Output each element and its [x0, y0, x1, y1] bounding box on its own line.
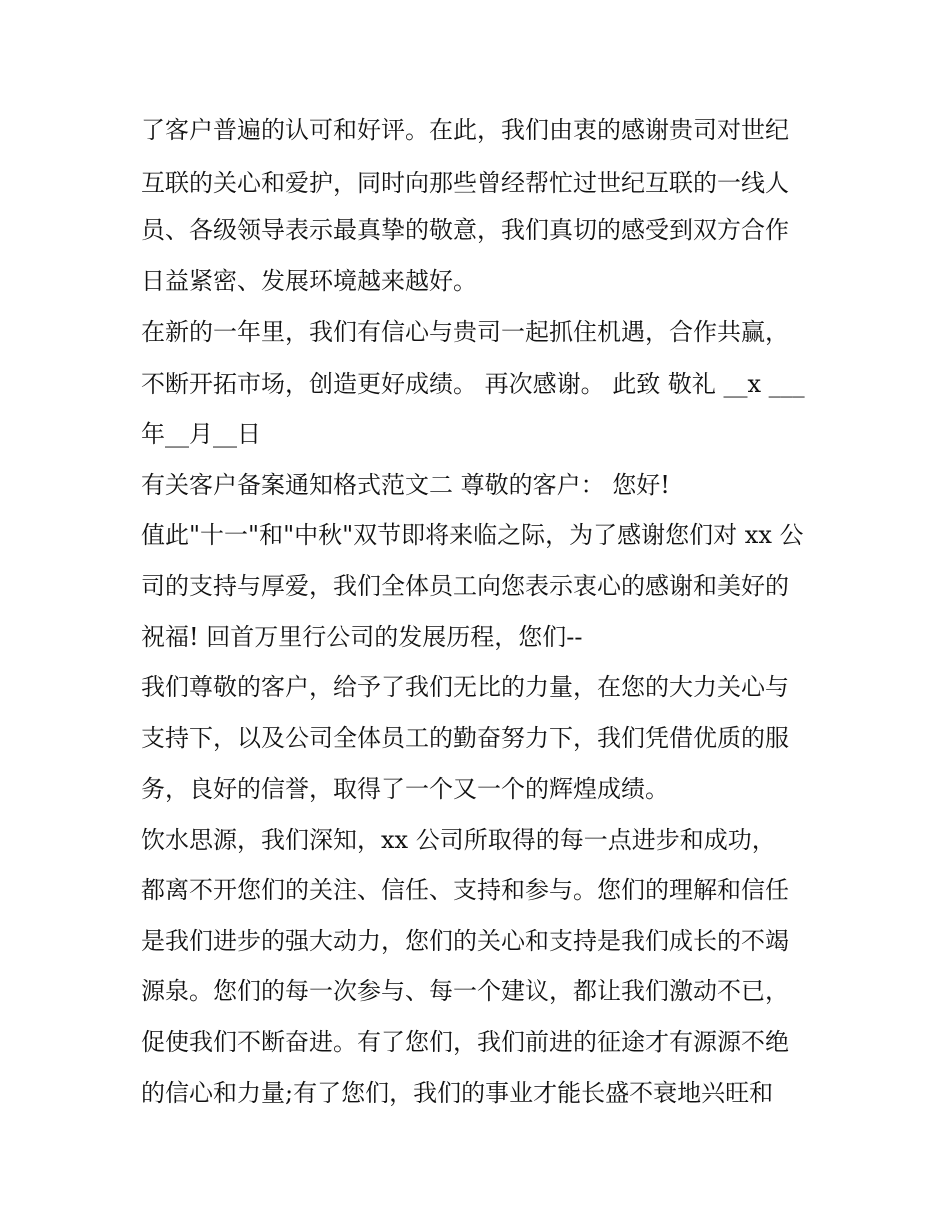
text-line: 的信心和力量;有了您们，我们的事业才能长盛不衰地兴旺和	[141, 1079, 774, 1107]
text-line: 支持下，以及公司全体员工的勤奋努力下，我们凭借优质的服	[141, 724, 789, 752]
text-line: 值此"十一"和"中秋"双节即将来临之际，为了感谢您们对 xx 公	[141, 521, 804, 549]
text-line: 饮水思源，我们深知，xx 公司所取得的每一点进步和成功，	[141, 826, 776, 854]
text-line: 务，良好的信誉，取得了一个又一个的辉煌成绩。	[141, 775, 669, 803]
text-line: 在新的一年里，我们有信心与贵司一起抓住机遇，合作共赢，	[141, 318, 789, 346]
text-line: 祝福! 回首万里行公司的发展历程，您们--	[141, 623, 583, 651]
text-line: 都离不开您们的关注、信任、支持和参与。您们的理解和信任	[141, 876, 789, 904]
text-line: 了客户普遍的认可和好评。在此，我们由衷的感谢贵司对世纪	[141, 116, 789, 144]
text-line: 年__月__日	[141, 420, 261, 448]
text-line: 源泉。您们的每一次参与、每一个建议，都让我们激动不已，	[141, 977, 789, 1005]
text-line: 不断开拓市场，创造更好成绩。 再次感谢。 此致 敬礼 __x ___	[141, 370, 805, 398]
text-line: 我们尊敬的客户，给予了我们无比的力量，在您的大力关心与	[141, 673, 789, 701]
text-line: 促使我们不断奋进。有了您们，我们前进的征途才有源源不绝	[141, 1028, 789, 1056]
text-line: 日益紧密、发展环境越来越好。	[141, 267, 477, 295]
text-line: 员、各级领导表示最真挚的敬意，我们真切的感受到双方合作	[141, 216, 789, 244]
text-line: 司的支持与厚爱，我们全体员工向您表示衷心的感谢和美好的	[141, 572, 789, 600]
text-line: 有关客户备案通知格式范文二 尊敬的客户： 您好!	[141, 471, 670, 499]
text-line: 是我们进步的强大动力，您们的关心和支持是我们成长的不竭	[141, 927, 789, 955]
text-line: 互联的关心和爱护，同时向那些曾经帮忙过世纪互联的一线人	[141, 169, 789, 197]
